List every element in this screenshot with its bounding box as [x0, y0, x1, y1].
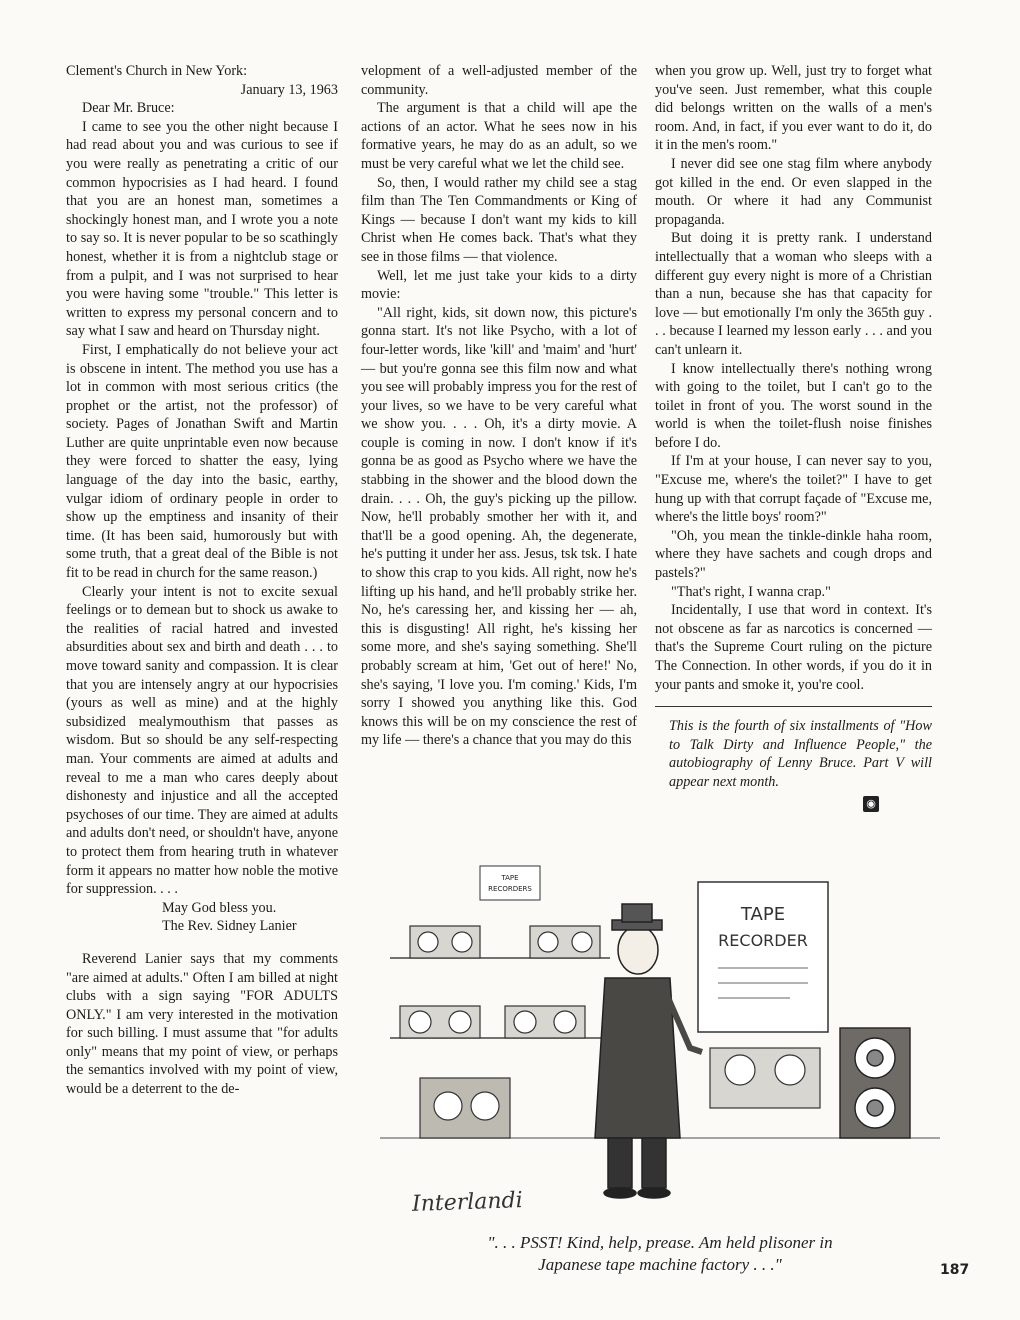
tape-recorders-sign	[480, 866, 540, 900]
paragraph: when you grow up. Well, just try to forget what you've seen. Just remember, what this couple did belongs written on the walls of a men's room. And, in fact, if you ever want to do it, do it in the men's room."	[655, 63, 932, 154]
bunny-end-mark-icon: ◉	[863, 796, 879, 812]
cartoon-caption	[400, 1232, 920, 1276]
small-sign-line1: TAPE	[501, 874, 519, 882]
tape-recorder-poster	[698, 882, 828, 1032]
paragraph: "That's right, I wanna crap."	[671, 583, 831, 600]
column-1	[66, 62, 338, 1099]
page-number: 187	[940, 1262, 970, 1278]
caption-line-1: ". . . PSST! Kind, help, prease. Am held plisoner in	[487, 1233, 833, 1252]
caption-line-2: Japanese tape machine factory . . ."	[538, 1255, 782, 1274]
cartoon-illustration	[380, 838, 940, 1218]
paragraph: velopment of a well-adjusted member of the community.	[361, 63, 637, 98]
paragraph: Incidentally, I use that word in context. It's not obscene as far as narcotics is concerned — that's the Supreme Court ruling on the picture The Connection. In other words, if you do it in your pants and smoke it, you're cool.	[655, 602, 932, 693]
paragraph: Well, let me just take your kids to a dirty movie:	[361, 267, 637, 303]
column-3	[655, 62, 932, 812]
paragraph: Clement's Church in New York:	[66, 63, 248, 79]
paragraph: So, then, I would rather my child see a stag film than The Ten Commandments or King of Kings — because I don't want my kids to kill Christ when He comes back. That's what they see in those films — that violence.	[361, 174, 637, 265]
paragraph: Reverend Lanier says that my comments "are aimed at adults." Often I am billed at night clubs with a sign saying "FOR ADULTS ONLY." I am very interested in the motivation for such billing. I must assume that "for adults only" means that my point of view, or perhaps the semantics involved with my point of view, would be a deterrent to the de-	[66, 950, 338, 1098]
separator-rule	[655, 706, 932, 707]
cartoonist-signature: Interlandi	[411, 1188, 524, 1217]
column-3-body	[655, 62, 932, 694]
poster-line2: RECORDER	[718, 931, 808, 950]
paragraph: Dear Mr. Bruce:	[82, 100, 175, 117]
paragraph: The Rev. Sidney Lanier	[162, 918, 297, 935]
paragraph: "All right, kids, sit down now, this picture's gonna start. It's not like Psycho, with a lot of four-letter words, like 'kill' and 'maim' and 'hurt' — but you're gonna see this film now and what you see will probably impress you for the rest of your lives, so we have to be very careful what we show you. . . . Oh, it's a dirty movie. A couple is coming in now. I don't know if it's gonna be as good as Psycho where we have the stabbing in the shower and the blood down the drain. . . . Oh, the guy's picking up the pillow. Now, he'll probably smother her with it, and that'll be a good opening. Ah, the degenerate, he's putting it under her ass. Jesus, tsk tsk. I hate to show this crap to you kids. All right, now he's lifting up his hand, and he'll probably strike her. No, he's caressing her, and kissing her — ah, this is disgusting! All right, he's kissing her some more, and she's saying something. She'll probably scream at him, 'Get out of here!' No, she's saying, 'I love you. I'm coming.' Kids, I'm sorry I showed you anything like this. God knows this will be on my conscience the rest of my life — there's a chance that you may do this	[361, 304, 637, 749]
installment-note: This is the fourth of six installments of "How to Talk Dirty and Influence People," the autobiography of Lenny Bruce. Part V will appear next month.	[669, 718, 932, 790]
paragraph: May God bless you.	[162, 899, 277, 916]
small-sign-line2: RECORDERS	[488, 885, 532, 893]
paragraph: If I'm at your house, I can never say to you, "Excuse me, where's the toilet?" I have to get hung up with that corrupt façade of "Excuse me, where's the little boys' room?"	[655, 453, 932, 526]
paragraph: I never did see one stag film where anybody got killed in the end. Or even slapped in the mouth. Or where it had any Communist propaganda.	[655, 155, 932, 228]
paragraph: I came to see you the other night because I had read about you and was curious to see if you were really as penetrating a critic of our common hypocrisies as I had heard. I found that you are an honest man, sometimes a shockingly honest man, and I wrote you a note to say so. It is never popular to be so scathingly honest, whether it is from a nightclub stage or from a pulpit, and I was not surprised to hear you were having some "trouble." This letter is written to express my personal concern and to say what I saw and heard on Thursday night.	[66, 118, 338, 340]
poster-line1: TAPE	[740, 904, 786, 925]
paragraph: The argument is that a child will ape the actions of an actor. What he sees now in his formative years, he may do as an adult, so we must be very careful what we let the child see.	[361, 100, 637, 172]
paragraph: First, I emphatically do not believe your act is obscene in intent. The method you use has a lot in common with most serious critics (the prophet or the artist, not the professor) of society. Pages of Jonathan Swift and Martin Luther are quite unprintable even now because they were forced to shatter the easy, lying language of the day into the basic, earthy, vulgar idiom of ordinary people in order to show up the emptiness and insanity of their time. (It has been said, humorously but with some truth, that a great deal of the Bible is not fit to be read in church for the same reason.)	[66, 341, 338, 582]
paragraph: January 13, 1963	[240, 81, 338, 98]
speaker-cabinet	[840, 1028, 910, 1138]
paragraph: Clearly your intent is not to excite sexual feelings or to demean but to shock us awake to the realities of racial hatred and invested absurdities about sex and birth and death . . . to move toward sanity and compassion. It is clear that you are intensely angry at our hypocrisies (yours as well as mine) and at the highly subsidized mealymouthism that passes as wisdom. But so should be any self-respecting man. Your comments are aimed at adults and reveal to me a man who cares deeply about dishonesty and injustice and all the accepted psychoses of our time. They are aimed at adults and adults don't need, or shouldn't have, anyone to protect them from hearing truth in whatever form it appears no matter how noble the motive for suppression. . . .	[66, 583, 338, 898]
paragraph: But doing it is pretty rank. I understand intellectually that a woman who sleeps with a different guy every night is more of a Christian than a nun, because she has that capacity for love — but emotionally I'm only the 365th guy . . . because I learned my lesson early . . . and you can't unlearn it.	[655, 230, 932, 358]
paragraph: "Oh, you mean the tinkle-dinkle haha room, where they have sachets and cough drops and pastels?"	[655, 527, 932, 582]
column-2	[361, 62, 637, 750]
paragraph: I know intellectually there's nothing wrong with going to the toilet, but I can't go to the toilet in front of you. The worst sound in the world is when the toilet-flush noise finishes before I do.	[655, 360, 932, 451]
